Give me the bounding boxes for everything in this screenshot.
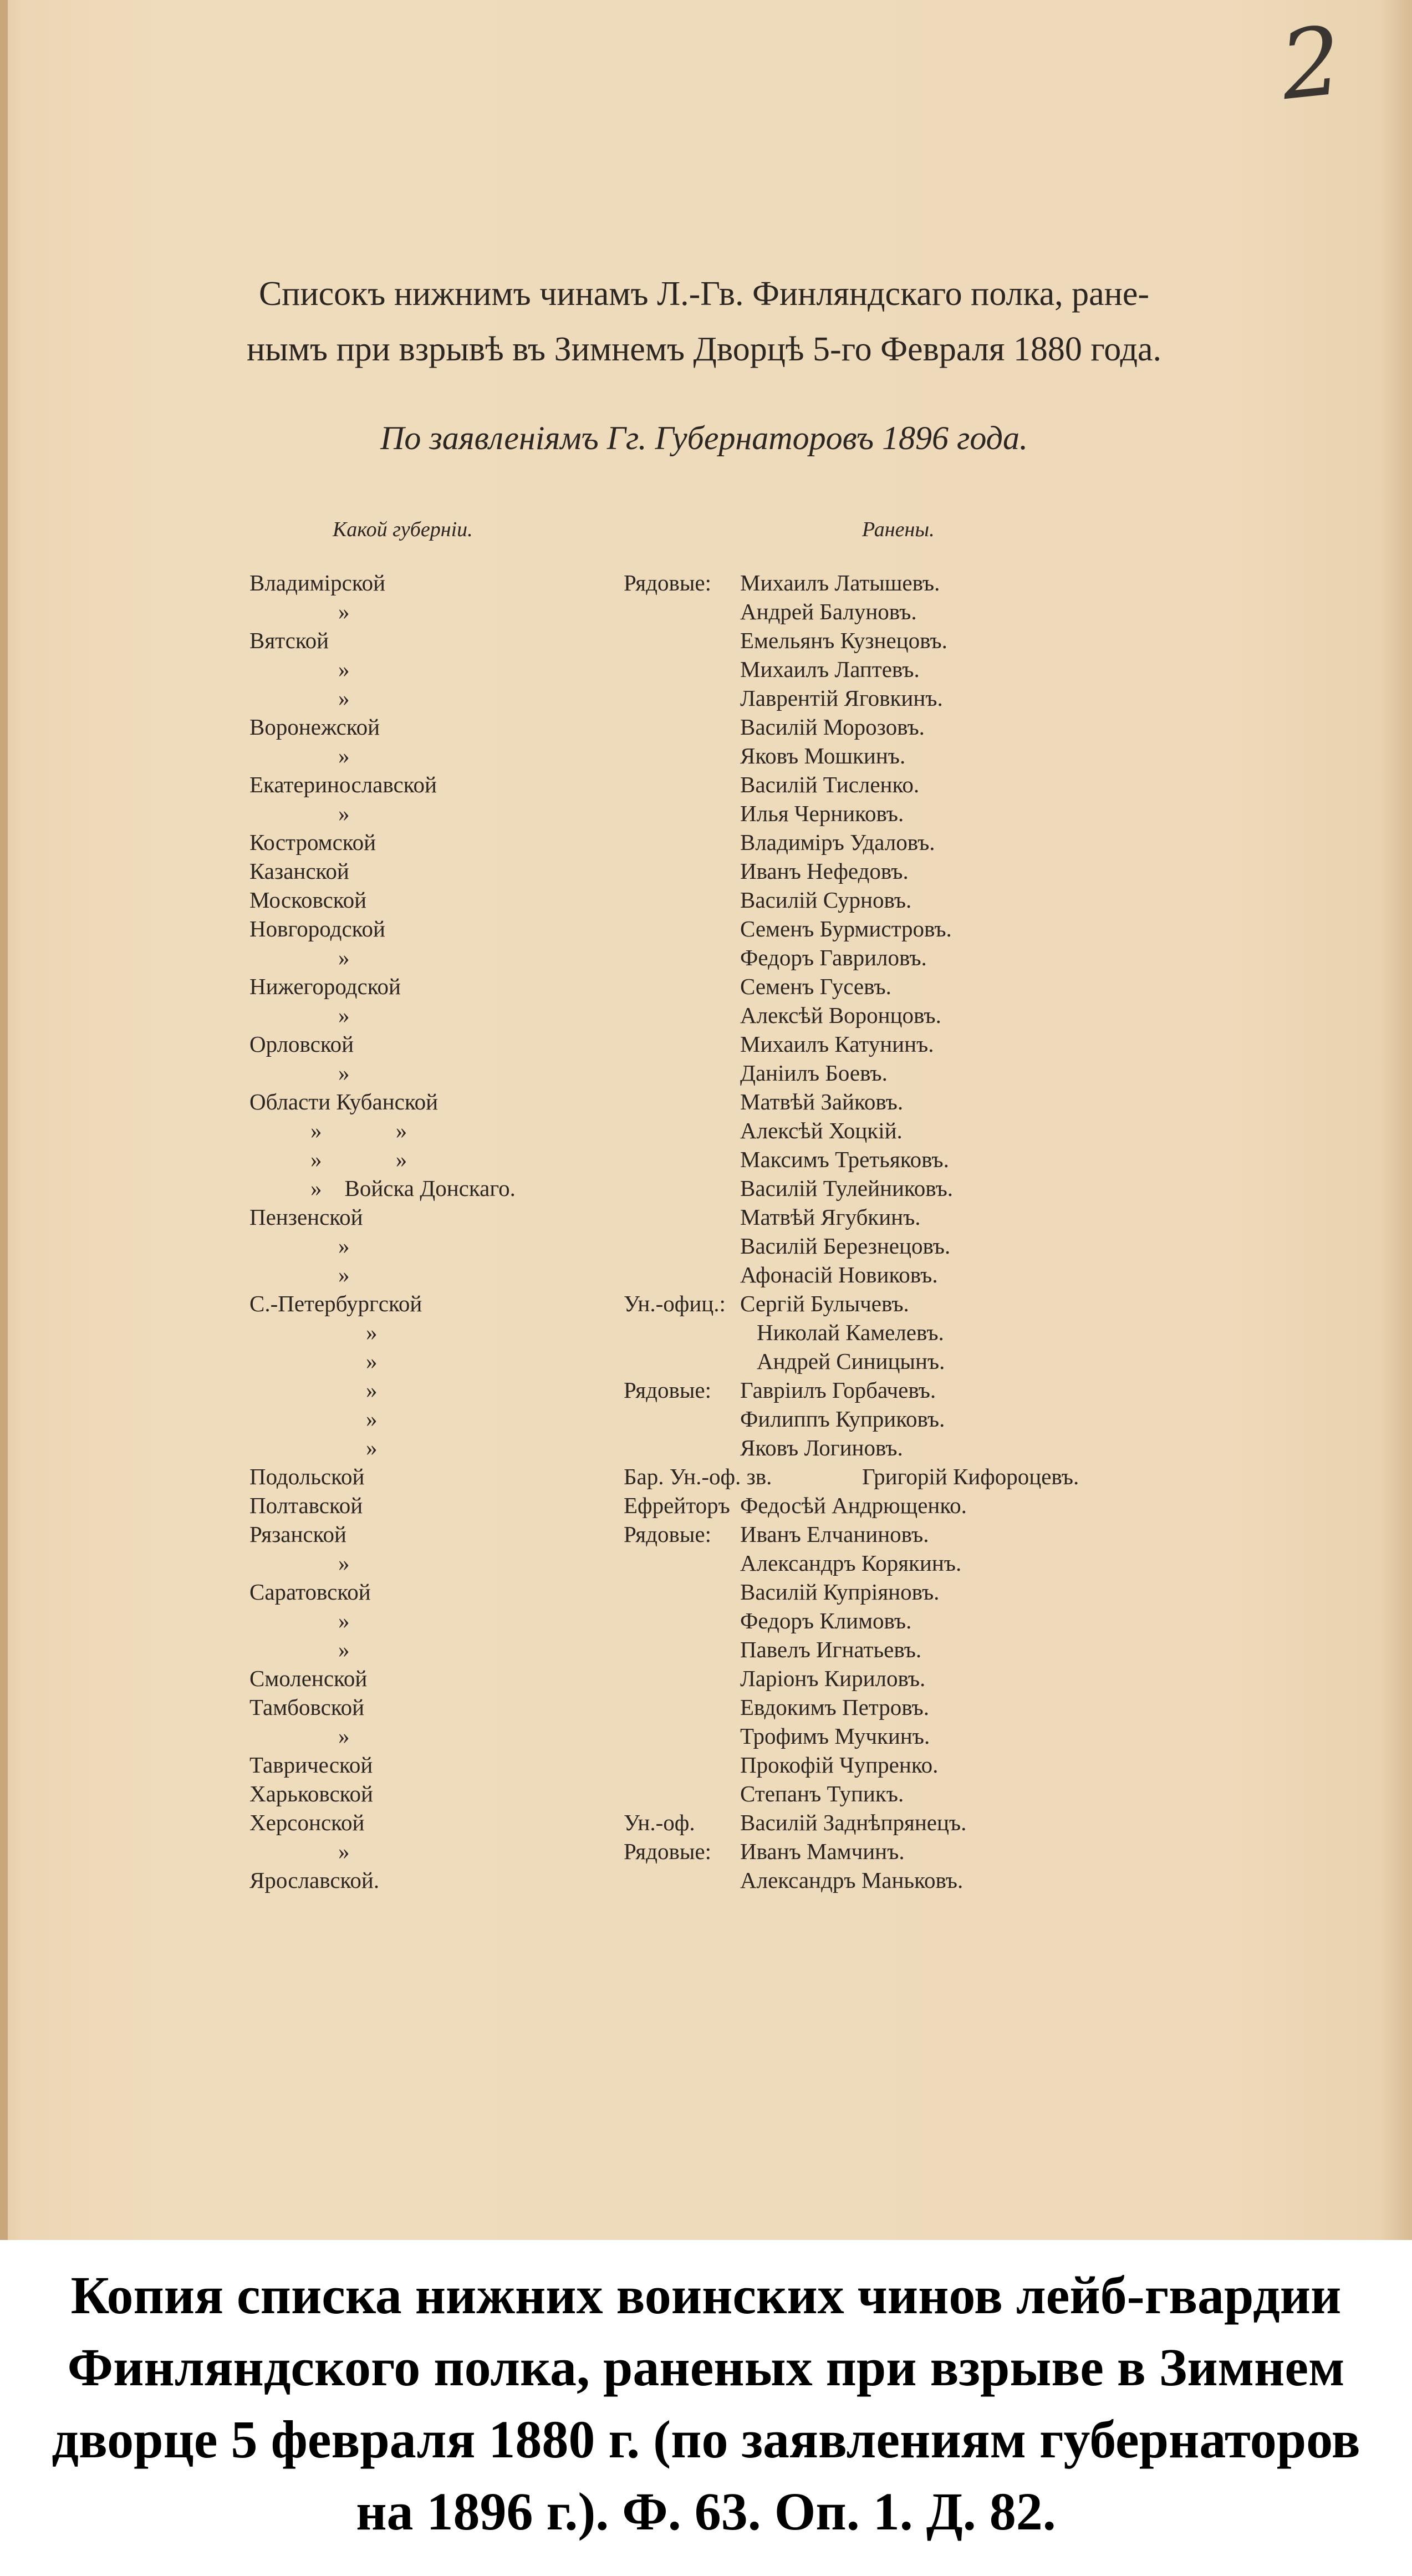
- soldier-name-cell: Александръ Корякинъ.: [740, 1550, 962, 1576]
- soldier-name-cell: Василій Сурновъ.: [740, 887, 912, 913]
- province-cell: Харьковской: [249, 1781, 373, 1806]
- list-row: [0, 1289, 1412, 1318]
- province-cell: » Войска Донскаго.: [310, 1175, 516, 1201]
- province-cell: Костромской: [249, 829, 376, 855]
- list-row: [0, 1087, 1412, 1116]
- province-cell: Саратовской: [249, 1579, 371, 1605]
- soldier-name-cell: Лаврентій Яговкинъ.: [740, 685, 943, 711]
- province-cell: »: [366, 1377, 378, 1403]
- province-cell: Ярославской.: [249, 1867, 380, 1893]
- province-cell: Херсонской: [249, 1810, 365, 1835]
- list-row: [0, 1433, 1412, 1462]
- soldier-name-cell: Семенъ Гусевъ.: [740, 974, 891, 999]
- soldier-name-cell: Даніилъ Боевъ.: [740, 1060, 888, 1086]
- list-row: [0, 741, 1412, 770]
- list-row: [0, 1635, 1412, 1664]
- list-row: [0, 1491, 1412, 1520]
- list-row: [0, 626, 1412, 655]
- province-cell: »: [338, 1060, 350, 1086]
- list-row: [0, 972, 1412, 1001]
- province-cell: Орловской: [249, 1031, 354, 1057]
- province-cell: Рязанской: [249, 1521, 346, 1547]
- list-row: [0, 1347, 1412, 1376]
- list-row: [0, 1174, 1412, 1203]
- rank-cell: Рядовые:: [624, 1521, 711, 1547]
- province-cell: »: [338, 685, 350, 711]
- soldier-name-cell: Трофимъ Мучкинъ.: [740, 1723, 930, 1749]
- list-row: [0, 1404, 1412, 1433]
- province-cell: »: [366, 1435, 378, 1460]
- list-row: [0, 1001, 1412, 1030]
- soldier-name-cell: Алексѣй Воронцовъ.: [740, 1002, 941, 1028]
- list-row: [0, 1145, 1412, 1174]
- soldier-name-cell: Николай Камелевъ.: [757, 1320, 944, 1345]
- province-cell: »: [338, 599, 350, 624]
- list-row: [0, 1260, 1412, 1289]
- province-cell: »: [366, 1406, 378, 1432]
- soldier-name-cell: Василій Заднѣпрянецъ.: [740, 1810, 967, 1835]
- province-cell: Вятской: [249, 628, 329, 653]
- rank-cell: Рядовые:: [624, 1377, 711, 1403]
- soldier-name-cell: Василій Морозовъ.: [740, 714, 925, 740]
- soldier-name-cell: Емельянъ Кузнецовъ.: [740, 628, 947, 653]
- soldier-name-cell: Андрей Синицынъ.: [757, 1348, 945, 1374]
- list-row: [0, 1116, 1412, 1145]
- list-row: [0, 655, 1412, 684]
- list-row: [0, 684, 1412, 712]
- soldier-name-cell: Прокофій Чупренко.: [740, 1752, 939, 1778]
- province-cell: Пензенской: [249, 1204, 363, 1230]
- list-row: [0, 568, 1412, 597]
- province-cell: »: [338, 656, 350, 682]
- soldier-name-cell: Сергій Булычевъ.: [740, 1291, 909, 1316]
- document-title: [100, 266, 1308, 377]
- soldier-name-cell: Максимъ Третьяковъ.: [740, 1147, 949, 1172]
- list-row: [0, 1664, 1412, 1693]
- list-row: [0, 1058, 1412, 1087]
- list-row: [0, 1231, 1412, 1260]
- list-row: [0, 943, 1412, 972]
- soldier-name-cell: Яковъ Логиновъ.: [740, 1435, 903, 1460]
- list-row: [0, 828, 1412, 857]
- list-row: [0, 914, 1412, 943]
- province-cell: Казанской: [249, 858, 349, 884]
- province-cell: Области Кубанской: [249, 1089, 439, 1114]
- column-header-province: Какой губерніи.: [333, 518, 473, 541]
- soldier-name-cell: Михаилъ Катунинъ.: [740, 1031, 934, 1057]
- folio-number: 2: [1275, 6, 1347, 122]
- list-row: [0, 1808, 1412, 1837]
- list-row: [0, 857, 1412, 885]
- province-cell: »: [338, 1262, 350, 1287]
- province-cell: Подольской: [249, 1464, 365, 1489]
- province-cell: Нижегородской: [249, 974, 401, 999]
- list-row: [0, 1203, 1412, 1231]
- soldier-name-cell: Василій Березнецовъ.: [740, 1233, 951, 1259]
- soldier-name-cell: Григорій Кифороцевъ.: [862, 1464, 1079, 1489]
- rank-cell: Рядовые:: [624, 570, 711, 595]
- soldier-name-cell: Илья Черниковъ.: [740, 801, 904, 826]
- soldier-name-cell: Андрей Балуновъ.: [740, 599, 917, 624]
- soldier-name-cell: Афонасій Новиковъ.: [740, 1262, 938, 1287]
- list-row: [0, 712, 1412, 741]
- soldier-name-cell: Иванъ Елчаниновъ.: [740, 1521, 929, 1547]
- archive-caption: [11, 2259, 1401, 2548]
- soldier-name-cell: Филиппъ Куприковъ.: [740, 1406, 945, 1432]
- province-cell: »: [338, 1233, 350, 1259]
- soldier-name-cell: Федоръ Климовъ.: [740, 1608, 912, 1633]
- list-row: [0, 1577, 1412, 1606]
- province-cell: »: [338, 1839, 350, 1864]
- list-row: [0, 1693, 1412, 1722]
- province-cell: »: [366, 1348, 378, 1374]
- soldier-name-cell: Михаилъ Латышевъ.: [740, 570, 940, 595]
- soldier-name-cell: Евдокимъ Петровъ.: [740, 1694, 930, 1720]
- soldier-name-cell: Василій Тулейниковъ.: [740, 1175, 954, 1201]
- soldier-name-cell: Федоръ Гавриловъ.: [740, 945, 927, 970]
- list-row: [0, 1750, 1412, 1779]
- column-header-wounded: Ранены.: [862, 518, 935, 541]
- province-cell: »: [338, 1608, 350, 1633]
- province-cell: Полтавской: [249, 1493, 363, 1518]
- list-row: [0, 799, 1412, 828]
- title-line: Списокъ нижнимъ чинамъ Л.-Гв. Финляндскаго полка, ране-: [258, 275, 1150, 313]
- soldier-name-cell: Гавріилъ Горбачевъ.: [740, 1377, 936, 1403]
- caption-line: дворце 5 февраля 1880 г. (по заявлениям губернаторов: [52, 2410, 1360, 2469]
- province-cell: »: [338, 1637, 350, 1662]
- list-row: [0, 1606, 1412, 1635]
- rank-cell: Ун.-оф.: [624, 1810, 695, 1835]
- province-cell: Московской: [249, 887, 367, 913]
- soldier-name-cell: Алексѣй Хоцкій.: [740, 1118, 903, 1143]
- list-row: [0, 1779, 1412, 1808]
- province-cell: »: [338, 1723, 350, 1749]
- soldier-name-cell: Матвѣй Ягубкинъ.: [740, 1204, 921, 1230]
- province-cell: Тамбовской: [249, 1694, 365, 1720]
- list-row: [0, 1722, 1412, 1750]
- caption-line: на 1896 г.). Ф. 63. Оп. 1. Д. 82.: [356, 2482, 1056, 2541]
- soldier-name-cell: Федосѣй Андрющенко.: [740, 1493, 967, 1518]
- soldier-name-cell: Степанъ Тупикъ.: [740, 1781, 904, 1806]
- soldier-name-cell: Павелъ Игнатьевъ.: [740, 1637, 922, 1662]
- list-row: [0, 1520, 1412, 1549]
- soldier-name-cell: Ларіонъ Кириловъ.: [740, 1666, 926, 1691]
- caption-line: Финляндского полка, раненых при взрыве в Зимнем: [67, 2338, 1345, 2397]
- province-cell: Таврической: [249, 1752, 373, 1778]
- soldier-name-cell: Иванъ Мамчинъ.: [740, 1839, 905, 1864]
- list-row: [0, 1030, 1412, 1058]
- caption-line: Копия списка нижних воинских чинов лейб-гвардии: [70, 2266, 1342, 2325]
- province-cell: »: [338, 801, 350, 826]
- title-line: нымъ при взрывѣ въ Зимнемъ Дворцѣ 5-го Февраля 1880 года.: [246, 330, 1162, 368]
- soldier-name-cell: Владиміръ Удаловъ.: [740, 829, 935, 855]
- rank-cell: Ефрейторъ: [624, 1493, 730, 1518]
- list-row: [0, 1549, 1412, 1577]
- province-cell: » »: [310, 1147, 407, 1172]
- soldier-name-cell: Александръ Маньковъ.: [740, 1867, 964, 1893]
- province-cell: »: [338, 1002, 350, 1028]
- province-cell: »: [338, 945, 350, 970]
- province-cell: С.-Петербургской: [249, 1291, 422, 1316]
- list-row: [0, 1376, 1412, 1404]
- province-cell: »: [338, 1550, 350, 1576]
- rank-cell: Ун.-офиц.:: [624, 1291, 726, 1316]
- rank-cell: Бар. Ун.-оф. зв.: [624, 1464, 772, 1489]
- province-cell: » »: [310, 1118, 407, 1143]
- list-row: [0, 770, 1412, 799]
- soldier-name-cell: Матвѣй Зайковъ.: [740, 1089, 904, 1114]
- list-row: [0, 1318, 1412, 1347]
- soldier-name-cell: Иванъ Нефедовъ.: [740, 858, 909, 884]
- document-subtitle: По заявленіямъ Гг. Губернаторовъ 1896 года.: [380, 420, 1028, 456]
- soldier-name-cell: Михаилъ Лаптевъ.: [740, 656, 920, 682]
- list-row: [0, 1462, 1412, 1491]
- province-cell: »: [366, 1320, 378, 1345]
- soldier-name-cell: Яковъ Мошкинъ.: [740, 743, 906, 768]
- list-row: [0, 885, 1412, 914]
- province-cell: Екатеринославской: [249, 772, 437, 797]
- soldier-name-cell: Семенъ Бурмистровъ.: [740, 916, 952, 941]
- province-cell: Воронежской: [249, 714, 380, 740]
- rank-cell: Рядовые:: [624, 1839, 711, 1864]
- soldier-name-cell: Василій Тисленко.: [740, 772, 920, 797]
- province-cell: Смоленской: [249, 1666, 368, 1691]
- soldier-name-cell: Василій Купріяновъ.: [740, 1579, 940, 1605]
- list-row: [0, 1837, 1412, 1866]
- province-cell: Владимірской: [249, 570, 386, 595]
- province-cell: »: [338, 743, 350, 768]
- list-row: [0, 597, 1412, 626]
- list-row: [0, 1866, 1412, 1895]
- province-cell: Новгородской: [249, 916, 385, 941]
